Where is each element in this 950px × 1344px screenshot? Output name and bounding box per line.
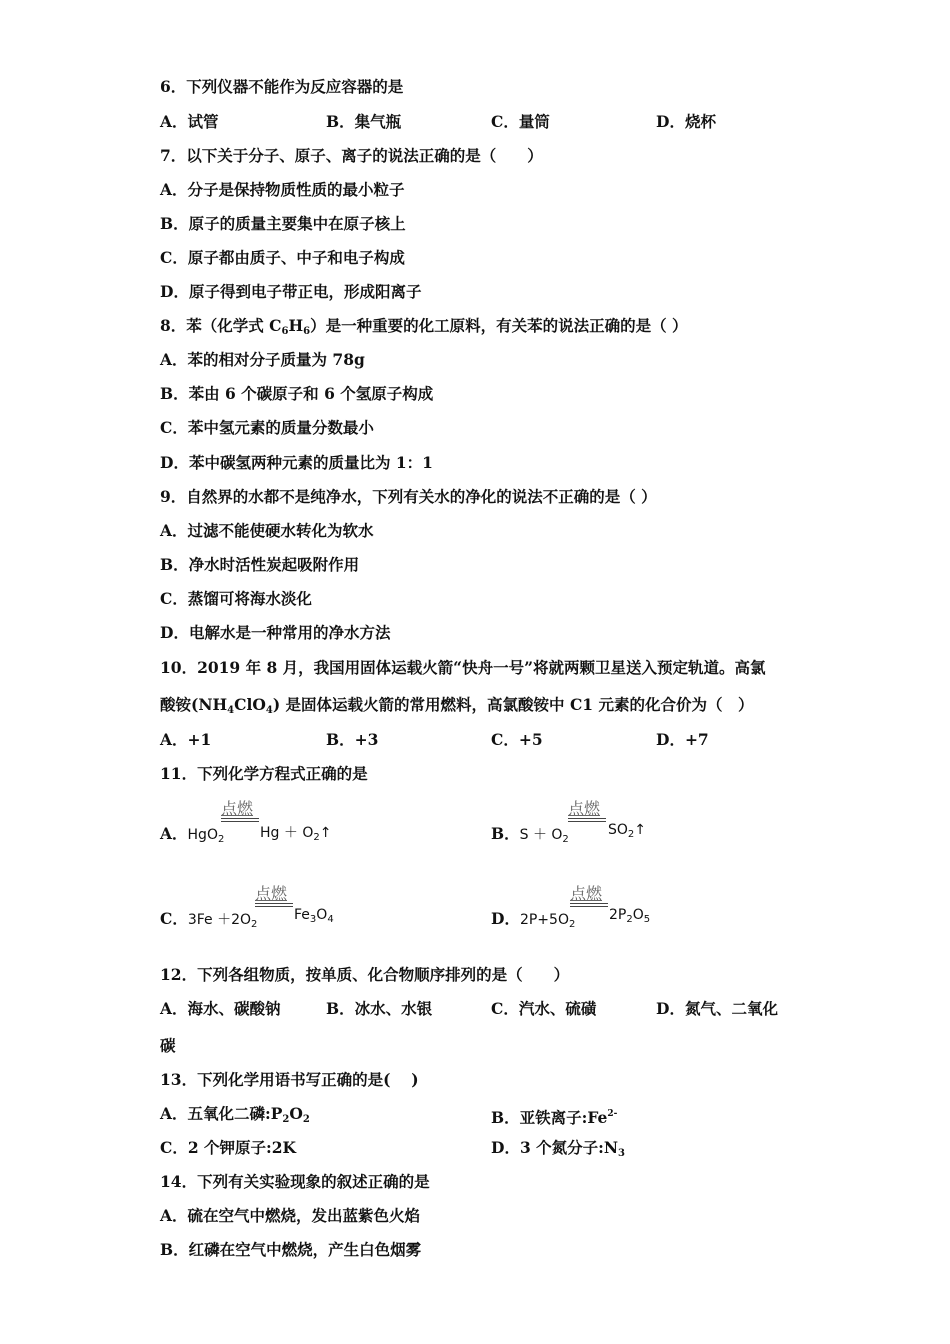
- q10-option-d: D．+7: [656, 730, 709, 749]
- q9-option-d: D．电解水是一种常用的净水方法: [160, 623, 391, 642]
- q13-option-b: B．亚铁离子$:Fe^{2-}$: [491, 1108, 618, 1127]
- q14-option-b: B．红磷在空气中燃烧，产生白色烟雾: [160, 1240, 422, 1259]
- q8-option-a: A．苯的相对分子质量为 78g: [160, 350, 365, 369]
- q11-equation-d: D．$2P+5O_2$: [491, 909, 576, 930]
- q13-option-d: D．3 个氮分子$:N_3$: [491, 1138, 625, 1159]
- q11-b-products: $SO_2↑$: [608, 822, 647, 840]
- q11-a-condition: 点燃: [221, 799, 254, 818]
- q8-option-d: D．苯中碳氢两种元素的质量比为 1：1: [160, 453, 433, 472]
- question-12-stem: 12．下列各组物质，按单质、化合物顺序排列的是（ ）: [160, 965, 570, 984]
- question-11-stem: 11．下列化学方程式正确的是: [160, 764, 368, 783]
- q11-b-equals-bar-bottom: [568, 821, 606, 822]
- q11-equation-c: C．$3Fe +2O_2$: [160, 909, 258, 930]
- q12-option-a: A．海水、碳酸钠: [160, 999, 281, 1018]
- q11-b-condition: 点燃: [568, 799, 601, 818]
- q9-option-b: B．净水时活性炭起吸附作用: [160, 555, 360, 574]
- q6-option-b: B．集气瓶: [326, 112, 402, 131]
- question-9-stem: 9．自然界的水都不是纯净水，下列有关水的净化的说法不正确的是（ ）: [160, 487, 657, 506]
- q11-d-products: $2P_2O_5$: [609, 907, 651, 925]
- question-13-stem: 13．下列化学用语书写正确的是( ): [160, 1070, 419, 1089]
- q8-option-c: C．苯中氢元素的质量分数最小: [160, 418, 374, 437]
- q6-option-a: A．试管: [160, 112, 219, 131]
- q6-option-d: D．烧杯: [656, 112, 716, 131]
- q13-option-c: C．2 个钾原子:2K: [160, 1138, 296, 1157]
- q9-option-a: A．过滤不能使硬水转化为软水: [160, 521, 374, 540]
- q10-option-b: B．+3: [326, 730, 379, 749]
- q13-option-a: A．五氧化二磷$:P_2O_2$: [160, 1104, 310, 1125]
- question-14-stem: 14．下列有关实验现象的叙述正确的是: [160, 1172, 430, 1191]
- q12-option-d: D．氮气、二氧化: [656, 999, 778, 1018]
- q7-option-c: C．原子都由质子、中子和电子构成: [160, 248, 405, 267]
- question-10-stem-line1: 10．2019 年 8 月，我国用固体运载火箭“快舟一号”将就两颗卫星送入预定轨道。高氯: [160, 658, 766, 677]
- q7-option-b: B．原子的质量主要集中在原子核上: [160, 214, 406, 233]
- q7-option-d: D．原子得到电子带正电，形成阳离子: [160, 282, 422, 301]
- q8-option-b: B．苯由 6 个碳原子和 6 个氢原子构成: [160, 384, 434, 403]
- q11-a-equals-bar-top: [221, 818, 259, 819]
- question-8-stem: 8．苯（化学式 $C_6H_6$）是一种重要的化工原料，有关苯的说法正确的是（ ）: [160, 316, 688, 337]
- q12-option-b: B．冰水、水银: [326, 999, 433, 1018]
- q11-equation-b: B．$S + O_2$: [491, 824, 569, 845]
- question-7-stem: 7．以下关于分子、原子、离子的说法正确的是（ ）: [160, 146, 543, 165]
- q10-option-a: A．+1: [160, 730, 212, 749]
- q11-d-condition: 点燃: [570, 884, 603, 903]
- q7-option-a: A．分子是保持物质性质的最小粒子: [160, 180, 405, 199]
- q11-c-condition: 点燃: [255, 884, 288, 903]
- q11-d-equals-bar-top: [570, 903, 608, 904]
- q11-c-equals-bar-bottom: [255, 906, 293, 907]
- q11-d-equals-bar-bottom: [570, 906, 608, 907]
- q11-c-equals-bar-top: [255, 903, 293, 904]
- q14-option-a: A．硫在空气中燃烧，发出蓝紫色火焰: [160, 1206, 421, 1225]
- q11-equation-a: A．HgO$_2$: [160, 824, 225, 845]
- q6-option-c: C．量筒: [491, 112, 550, 131]
- q11-a-products: $Hg + O_2↑$: [260, 825, 332, 843]
- q12-option-c: C．汽水、硫磺: [491, 999, 597, 1018]
- question-10-stem-line2: 酸铵$(NH_4ClO_4)$ 是固体运载火箭的常用燃料，高氯酸铵中 C1 元素的化合价为（ ）: [160, 695, 754, 716]
- q11-b-equals-bar-top: [568, 818, 606, 819]
- q9-option-c: C．蒸馏可将海水淡化: [160, 589, 312, 608]
- q10-option-c: C．+5: [491, 730, 543, 749]
- q12-option-d-wrap: 碳: [160, 1036, 176, 1055]
- q11-c-products: $Fe_3O_4$: [294, 907, 334, 925]
- question-6-stem: 6．下列仪器不能作为反应容器的是: [160, 77, 404, 96]
- q11-a-equals-bar-bottom: [221, 821, 259, 822]
